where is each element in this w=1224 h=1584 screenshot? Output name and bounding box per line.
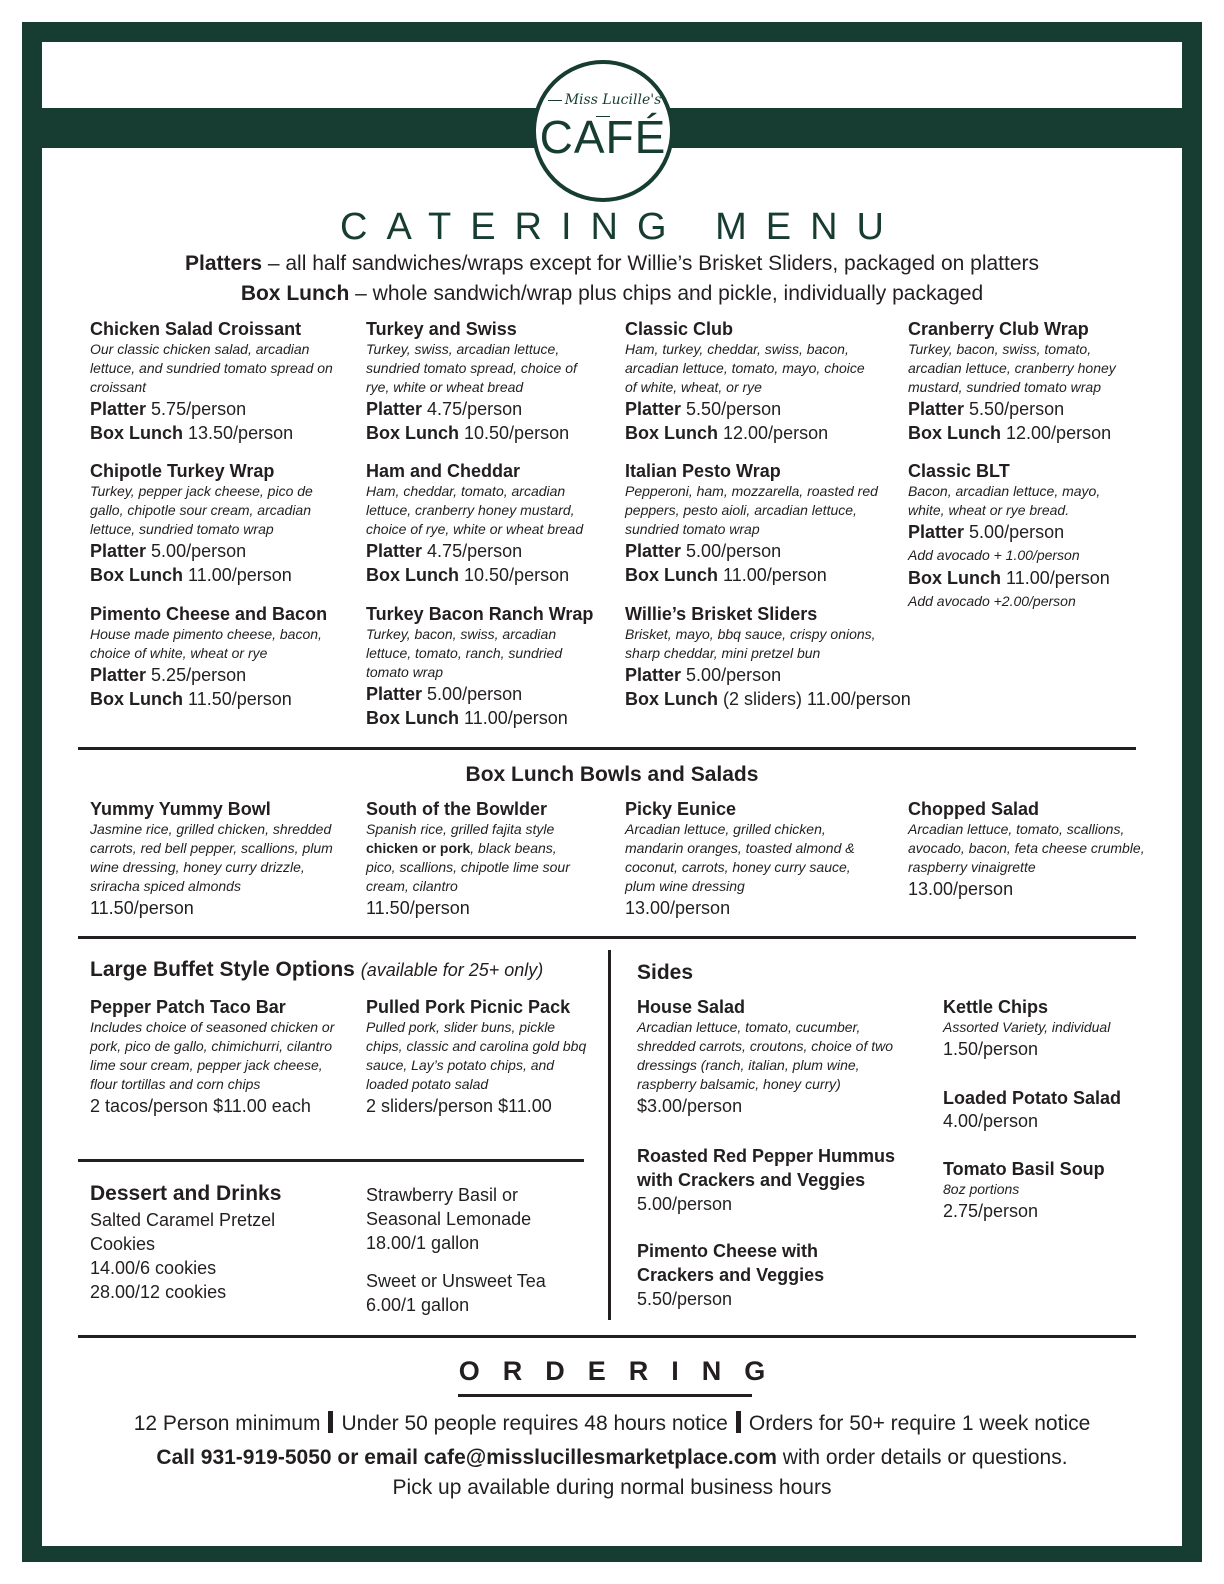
menu-item: Classic Club Ham, turkey, cheddar, swiss, bacon, arcadian lettuce, tomato, mayo, choice of white, wheat, or rye Platter 5.50/person Box Lunch 12.00/person xyxy=(625,319,865,443)
divider xyxy=(78,936,1136,939)
menu-item: Yummy Yummy Bowl Jasmine rice, grilled chicken, shredded carrots, red bell pepper, scallions, plum wine dressing, honey curry drizzle, sriracha spiced almonds 11.50/person xyxy=(90,799,333,918)
dessert-title: Dessert and Drinks xyxy=(90,1182,282,1205)
menu-item: Pimento Cheese and Bacon House made pimento cheese, bacon, choice of white, wheat or rye Platter 5.25/person Box Lunch 11.50/person xyxy=(90,604,328,709)
menu-item: Pimento Cheese with Crackers and Veggies 5.50/person xyxy=(637,1241,825,1309)
menu-item: Pulled Pork Picnic Pack Pulled pork, slider buns, pickle chips, classic and carolina gold bbq sauce, Lay’s potato chips, and loaded potato salad 2 sliders/person $11.00 xyxy=(366,997,587,1116)
logo-script: Miss Lucille's xyxy=(536,92,670,124)
cafe-logo xyxy=(532,60,674,202)
menu-item: Cranberry Club Wrap Turkey, bacon, swiss, tomato, arcadian lettuce, cranberry honey mustard, sundried tomato wrap Platter 5.50/person Box Lunch 12.00/person xyxy=(908,319,1116,443)
ordering-underline xyxy=(458,1394,752,1397)
ordering-pickup: Pick up available during normal business hours xyxy=(392,1476,832,1499)
ordering-title: ORDERING xyxy=(458,1356,789,1386)
menu-item: Loaded Potato Salad 4.00/person xyxy=(943,1088,1122,1131)
menu-item: Picky Eunice Arcadian lettuce, grilled chicken, mandarin oranges, toasted almond & coconut, carrots, honey curry sauce, plum wine dressing 13.00/person xyxy=(625,799,855,918)
menu-item: House Salad Arcadian lettuce, tomato, cucumber, shredded carrots, croutons, choice of two dressings (ranch, italian, plum wine, raspberry balsamic, honey curry) $3.00/person xyxy=(637,997,894,1116)
vertical-divider xyxy=(608,950,611,1320)
menu-item: Ham and Cheddar Ham, cheddar, tomato, arcadian lettuce, cranberry honey mustard, choice of rye, white or wheat bread Platter 4.75/person Box Lunch 10.50/person xyxy=(366,461,584,585)
logo-cafe: CAFÉ xyxy=(539,111,667,163)
page-title: CATERING MENU xyxy=(340,206,903,248)
menu-item: Italian Pesto Wrap Pepperoni, ham, mozzarella, roasted red peppers, pesto aioli, arcadian lettuce, sundried tomato wrap Platter 5.00/person Box Lunch 11.00/person xyxy=(625,461,878,585)
menu-item: Tomato Basil Soup 8oz portions 2.75/person xyxy=(943,1159,1105,1221)
divider xyxy=(78,1159,584,1162)
bowls-title: Box Lunch Bowls and Salads xyxy=(465,763,759,786)
menu-item: Salted Caramel Pretzel Cookies 14.00/6 cookies 28.00/12 cookies xyxy=(90,1210,276,1302)
menu-item: Kettle Chips Assorted Variety, individual 1.50/person xyxy=(943,997,1111,1059)
menu-item: Turkey Bacon Ranch Wrap Turkey, bacon, swiss, arcadian lettuce, tomato, ranch, sundried tomato wrap Platter 5.00/person Box Lunch 11.00/person xyxy=(366,604,594,728)
menu-item: Pepper Patch Taco Bar Includes choice of seasoned chicken or pork, pico de gallo, chimichurri, cilantro lime sour cream, pepper jack cheese, flour tortillas and corn chips 2 tacos/person $11.00 each xyxy=(90,997,335,1116)
intro-box-lunch: Box Lunch – whole sandwich/wrap plus chips and pickle, individually packaged xyxy=(240,282,984,305)
ordering-rules: 12 Person minimum Under 50 people requires 48 hours notice Orders for 50+ require 1 week notice xyxy=(133,1412,1091,1435)
menu-item: Classic BLT Bacon, arcadian lettuce, mayo, white, wheat or rye bread. Platter 5.00/person Add avocado + 1.00/person Box Lunch 11.00/person Add avocado +2.00/person xyxy=(908,461,1110,609)
sides-title: Sides xyxy=(637,961,694,984)
ordering-contact: Call 931-919-5050 or email cafe@misslucillesmarketplace.com with order details or questions. xyxy=(156,1446,1068,1469)
divider xyxy=(78,747,1136,750)
menu-item: Roasted Red Pepper Hummus with Crackers and Veggies 5.00/person xyxy=(637,1146,896,1214)
menu-item: Chicken Salad Croissant Our classic chicken salad, arcadian lettuce, and sundried tomato spread on croissant Platter 5.75/person Box Lunch 13.50/person xyxy=(90,319,333,443)
menu-item: Strawberry Basil or Seasonal Lemonade 18.00/1 gallon Sweet or Unsweet Tea 6.00/1 gallon xyxy=(366,1185,546,1315)
menu-item: Chopped Salad Arcadian lettuce, tomato, scallions, avocado, bacon, feta cheese crumble, raspberry vinaigrette 13.00/person xyxy=(908,799,1145,899)
divider xyxy=(78,1335,1136,1338)
menu-item: Chipotle Turkey Wrap Turkey, pepper jack cheese, pico de gallo, chipotle sour cream, arcadian lettuce, sundried tomato wrap Platter 5.00/person Box Lunch 11.00/person xyxy=(90,461,313,585)
menu-item: South of the Bowlder Spanish rice, grilled fajita style chicken or pork, black beans, pico, scallions, chipotle lime sour cream, cilantro 11.50/person xyxy=(366,799,570,918)
menu-item: Turkey and Swiss Turkey, swiss, arcadian lettuce, sundried tomato spread, choice of rye, white or wheat bread Platter 4.75/person Box Lunch 10.50/person xyxy=(366,319,577,443)
buffet-title: Large Buffet Style Options (available for 25+ only) xyxy=(90,958,544,981)
menu-item: Willie’s Brisket Sliders Brisket, mayo, bbq sauce, crispy onions, sharp cheddar, mini pretzel bun Platter 5.00/person Box Lunch (2 sliders) 11.00/person xyxy=(625,604,911,709)
intro-platters: Platters – all half sandwiches/wraps except for Willie’s Brisket Sliders, packaged on platters xyxy=(184,252,1040,275)
